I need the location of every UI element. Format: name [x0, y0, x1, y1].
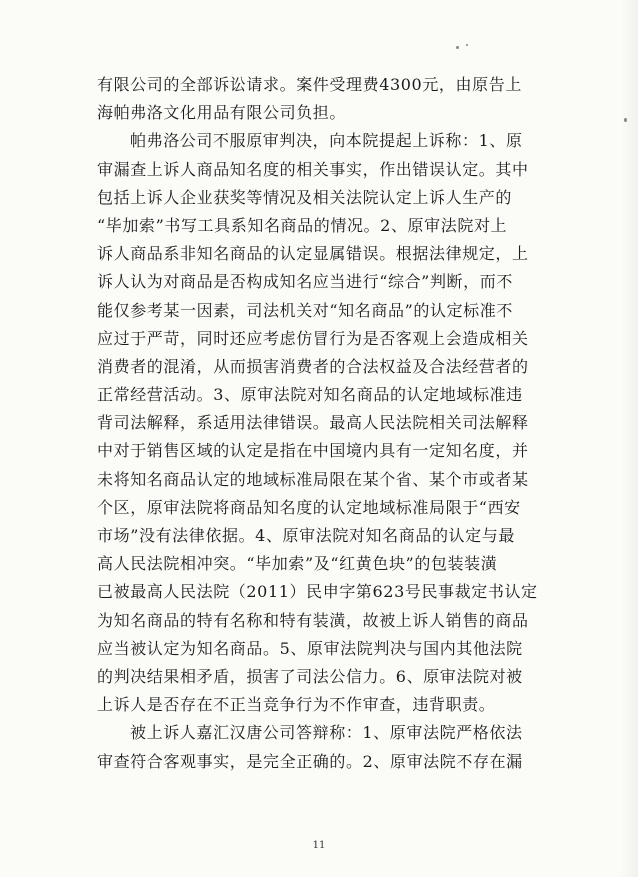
- text-line: 审漏查上诉人商品知名度的相关事实，作出错误认定。其中: [97, 159, 529, 179]
- text-line: 有限公司的全部诉讼请求。案件受理费4300元，由原告上: [97, 75, 522, 94]
- text-line: 高人民法院相冲突。“毕加索”及“红黄色块”的包装装潢: [97, 554, 498, 574]
- text-line: 未将知名商品认定的地域标准局限在某个省、某个市或者某: [97, 469, 529, 489]
- text-line: 诉人认为对商品是否构成知名应当进行“综合”判断，而不: [97, 272, 513, 292]
- text-line: 应过于严苛，同时还应考虑仿冒行为是否客观上会造成相关: [97, 328, 529, 348]
- text-line: 市场”没有法律依据。4、原审法院对知名商品的认定与最: [97, 526, 515, 545]
- text-line: 应当被认定为知名商品。5、原审法院判决与国内其他法院: [97, 638, 523, 658]
- paragraph-start-line: 帕弗洛公司不服原审判决，向本院提起上诉称：1、原: [130, 131, 523, 151]
- document-body: [97, 71, 549, 776]
- text-line: 的判决结果相矛盾，损害了司法公信力。6、原审法院对被: [97, 666, 523, 686]
- text-line: 个区，原审法院将商品知名度的认定地域标准局限于“西安: [97, 497, 521, 517]
- text-line: 上诉人是否存在不正当竞争行为不作审查，违背职责。: [97, 695, 496, 715]
- text-line: 背司法解释，系适用法律错误。最高人民法院相关司法解释: [97, 413, 529, 433]
- text-line: “毕加索”书写工具系知名商品的情况。2、原审法院对上: [97, 215, 508, 235]
- text-line: 正常经营活动。3、原审法院对知名商品的认定地域标准违: [97, 385, 523, 405]
- text-line: 已被最高人民法院（2011）民申字第623号民事裁定书认定: [97, 582, 538, 602]
- text-line: 包括上诉人企业获奖等情况及相关法院认定上诉人生产的: [97, 187, 513, 207]
- text-line: 为知名商品的特有名称和特有装潢，故被上诉人销售的商品: [97, 610, 529, 630]
- paragraph-start-line: 被上诉人嘉汇汉唐公司答辩称：1、原审法院严格依法: [130, 723, 523, 743]
- text-line: 能仅参考某一因素，司法机关对“知名商品”的认定标准不: [97, 300, 513, 320]
- text-line: 消费者的混淆，从而损害消费者的合法权益及合法经营者的: [97, 356, 529, 376]
- scan-speck: [456, 46, 459, 49]
- text-line: 诉人商品系非知名商品的认定显属错误。根据法律规定，上: [97, 244, 529, 264]
- text-line: 审查符合客观事实，是完全正确的。2、原审法院不存在漏: [97, 751, 523, 771]
- page-number: 11: [312, 840, 326, 851]
- scan-speck: [624, 118, 627, 122]
- text-line: 海帕弗洛文化用品有限公司负担。: [97, 103, 347, 123]
- text-line: 中对于销售区域的认定是指在中国境内具有一定知名度，并: [97, 441, 529, 461]
- scan-speck: [466, 44, 468, 46]
